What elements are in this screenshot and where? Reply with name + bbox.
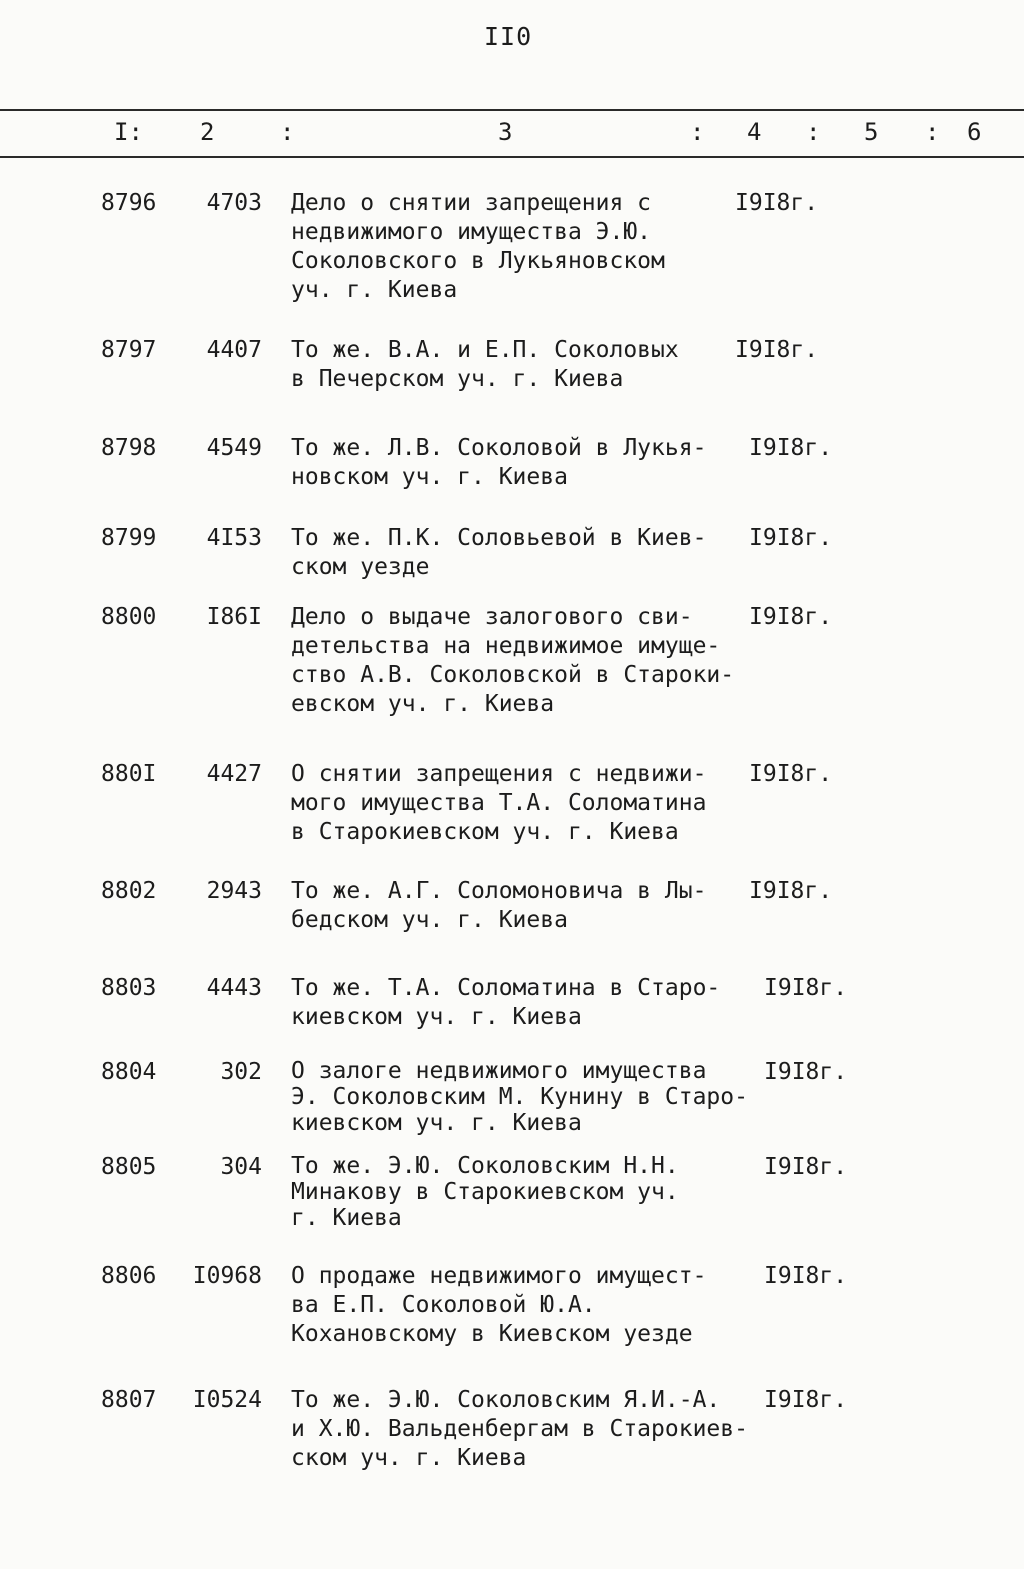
row-description: То же. Э.Ю. Соколовским Я.И.-А. и Х.Ю. Вальденбергам в Старокиев- ском уч. г. Киева: [291, 1387, 748, 1471]
page-number: ІІ0: [484, 22, 533, 51]
row-description: То же. П.К. Соловьевой в Киев- ском уезде: [291, 525, 707, 580]
row-old-number: І0968: [192, 1263, 262, 1289]
row-old-number: 4І53: [206, 525, 262, 551]
row-date: І9І8г.: [764, 1263, 848, 1289]
row-number: 8799: [101, 525, 157, 551]
row-description: То же. В.А. и Е.П. Соколовых в Печерском уч. г. Киева: [291, 337, 679, 392]
row-number: 8797: [101, 337, 157, 363]
row-old-number: І86І: [206, 604, 262, 630]
row-date: І9І8г.: [764, 1387, 848, 1413]
row-description: О залоге недвижимого имущества Э. Соколовским М. Кунину в Старо- киевском уч. г. Киева: [291, 1058, 748, 1136]
header-bottom-rule: [0, 156, 1024, 158]
header-col4: 4: [747, 118, 762, 146]
row-description: О снятии запрещения с недвижи- мого имущества Т.А. Соломатина в Старокиевском уч. г. Киева: [291, 761, 707, 845]
row-date: І9І8г.: [735, 337, 819, 363]
row-old-number: І0524: [192, 1387, 262, 1413]
row-old-number: 4427: [206, 761, 262, 787]
row-old-number: 4703: [206, 190, 262, 216]
row-old-number: 304: [220, 1154, 262, 1180]
row-description: То же. Э.Ю. Соколовским Н.Н. Минакову в Старокиевском уч. г. Киева: [291, 1153, 679, 1231]
table-header: [0, 118, 1024, 148]
header-sep1: :: [280, 118, 295, 146]
header-col3: 3: [498, 118, 513, 146]
row-number: 8800: [101, 604, 157, 630]
row-date: І9І8г.: [749, 878, 833, 904]
header-sep4: :: [925, 118, 940, 146]
header-top-rule: [0, 109, 1024, 111]
row-date: І9І8г.: [749, 435, 833, 461]
row-number: 8802: [101, 878, 157, 904]
row-description: То же. Т.А. Соломатина в Старо- киевском уч. г. Киева: [291, 975, 721, 1030]
row-old-number: 4443: [206, 975, 262, 1001]
header-col1: І:: [114, 118, 143, 146]
row-old-number: 4549: [206, 435, 262, 461]
header-sep3: :: [806, 118, 821, 146]
row-description: Дело о снятии запрещения с недвижимого имущества Э.Ю. Соколовского в Лукьяновском уч. г. Киева: [291, 190, 665, 303]
row-number: 880І: [101, 761, 157, 787]
row-date: І9І8г.: [764, 1059, 848, 1085]
row-date: І9І8г.: [764, 1154, 848, 1180]
row-old-number: 2943: [206, 878, 262, 904]
row-number: 8796: [101, 190, 157, 216]
row-description: То же. Л.В. Соколовой в Лукья- новском уч. г. Киева: [291, 435, 707, 490]
row-date: І9І8г.: [735, 190, 819, 216]
row-date: І9І8г.: [749, 604, 833, 630]
row-number: 8798: [101, 435, 157, 461]
row-description: То же. А.Г. Соломоновича в Лы- бедском уч. г. Киева: [291, 878, 707, 933]
row-description: Дело о выдаче залогового сви- детельства на недвижимое имуще- ство А.В. Соколовской в Староки- евском уч. г. Киева: [291, 604, 735, 717]
header-col2: 2: [200, 118, 215, 146]
row-date: І9І8г.: [749, 525, 833, 551]
row-date: І9І8г.: [764, 975, 848, 1001]
header-sep2: :: [690, 118, 705, 146]
row-description: О продаже недвижимого имущест- ва Е.П. Соколовой Ю.А. Кохановскому в Киевском уезде: [291, 1263, 707, 1347]
header-col6: 6: [967, 118, 982, 146]
row-number: 8807: [101, 1387, 157, 1413]
row-old-number: 4407: [206, 337, 262, 363]
row-old-number: 302: [220, 1059, 262, 1085]
row-number: 8803: [101, 975, 157, 1001]
header-col5: 5: [864, 118, 879, 146]
row-number: 8805: [101, 1154, 157, 1180]
row-number: 8806: [101, 1263, 157, 1289]
row-date: І9І8г.: [749, 761, 833, 787]
row-number: 8804: [101, 1059, 157, 1085]
